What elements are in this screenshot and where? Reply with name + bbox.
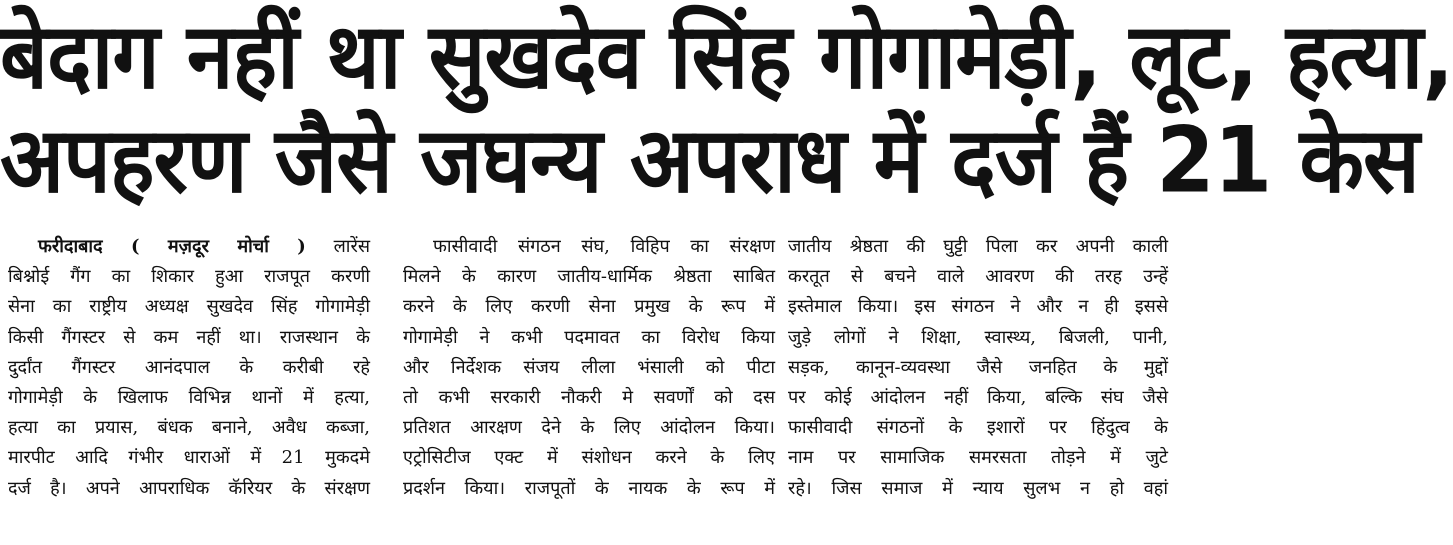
article-line: मारपीट आदि गंभीर धाराओं में 21 मुकदमे	[8, 447, 370, 469]
article-line: सेना का राष्ट्रीय अध्यक्ष सुखदेव सिंह गोगामेड़ी	[8, 296, 370, 318]
article-line: किसी गैंगस्टर से कम नहीं था। राजस्थान के	[8, 326, 370, 348]
article-line: गोगामेड़ी के खिलाफ विभिन्न थानों में हत्या,	[8, 387, 370, 409]
article-line: गोगामेड़ी ने कभी पदमावत का विरोध किया	[403, 326, 775, 348]
article-line: दुर्दांत गैंगस्टर आनंदपाल के करीबी रहे	[8, 356, 370, 378]
article-line: और निर्देशक संजय लीला भंसाली को पीटा	[403, 356, 775, 378]
article-column-1	[8, 232, 370, 545]
article-line: फासीवादी संगठन संघ, विहिप का संरक्षण	[433, 236, 775, 257]
article-line: फासीवादी संगठनों के इशारों पर हिंदुत्व के	[788, 417, 1168, 439]
article-line: हत्या का प्रयास, बंधक बनाने, अवैध कब्जा,	[8, 417, 370, 439]
article-line: एट्रोसिटीज एक्ट में संशोधन करने के लिए	[403, 447, 775, 469]
article-line: फरीदाबाद ( मज़दूर मोर्चा ) लारेंस	[38, 236, 371, 257]
article-line: नाम पर सामाजिक समरसता तोड़ने में जुटे	[788, 447, 1168, 469]
article-line: पर कोई आंदोलन नहीं किया, बल्कि संघ जैसे	[788, 387, 1168, 409]
headline-line-1: बेदाग नहीं था सुखदेव सिंह गोगामेड़ी, लूट, हत्या,	[0, 3, 1453, 109]
dateline: फरीदाबाद ( मज़दूर मोर्चा )	[38, 236, 306, 257]
article-line: बिश्नोई गैंग का शिकार हुआ राजपूत करणी	[8, 266, 370, 288]
article-column-2	[403, 232, 775, 545]
article-body	[0, 232, 1200, 545]
article-line: करतूत से बचने वाले आवरण की तरह उन्हें	[788, 266, 1168, 288]
article-line: तो कभी सरकारी नौकरी मे सवर्णों को दस	[403, 387, 775, 409]
article-line: रहे। जिस समाज में न्याय सुलभ न हो वहां	[788, 477, 1168, 499]
article-column-3	[788, 232, 1168, 545]
article-line: दर्ज है। अपने आपराधिक कॅरियर के संरक्षण	[8, 477, 370, 499]
article-line: इस्तेमाल किया। इस संगठन ने और न ही इससे	[788, 296, 1168, 318]
article-line: करने के लिए करणी सेना प्रमुख के रूप में	[403, 296, 775, 318]
article-line: सड़क, कानून-व्यवस्था जैसे जनहित के मुद्दों	[788, 356, 1168, 378]
headline	[0, 0, 1453, 222]
headline-line-2: अपहरण जैसे जघन्य अपराध में दर्ज हैं 21 केस	[0, 107, 1419, 213]
article-line: प्रदर्शन किया। राजपूतों के नायक के रूप में	[403, 477, 775, 499]
article-line: प्रतिशत आरक्षण देने के लिए आंदोलन किया।	[403, 417, 775, 439]
article-line: मिलने के कारण जातीय-धार्मिक श्रेष्ठता साबित	[403, 266, 775, 288]
article-line: जुड़े लोगों ने शिक्षा, स्वास्थ्य, बिजली, पानी,	[788, 326, 1168, 348]
article-line: जातीय श्रेष्ठता की घुट्टी पिला कर अपनी काली	[788, 236, 1168, 257]
